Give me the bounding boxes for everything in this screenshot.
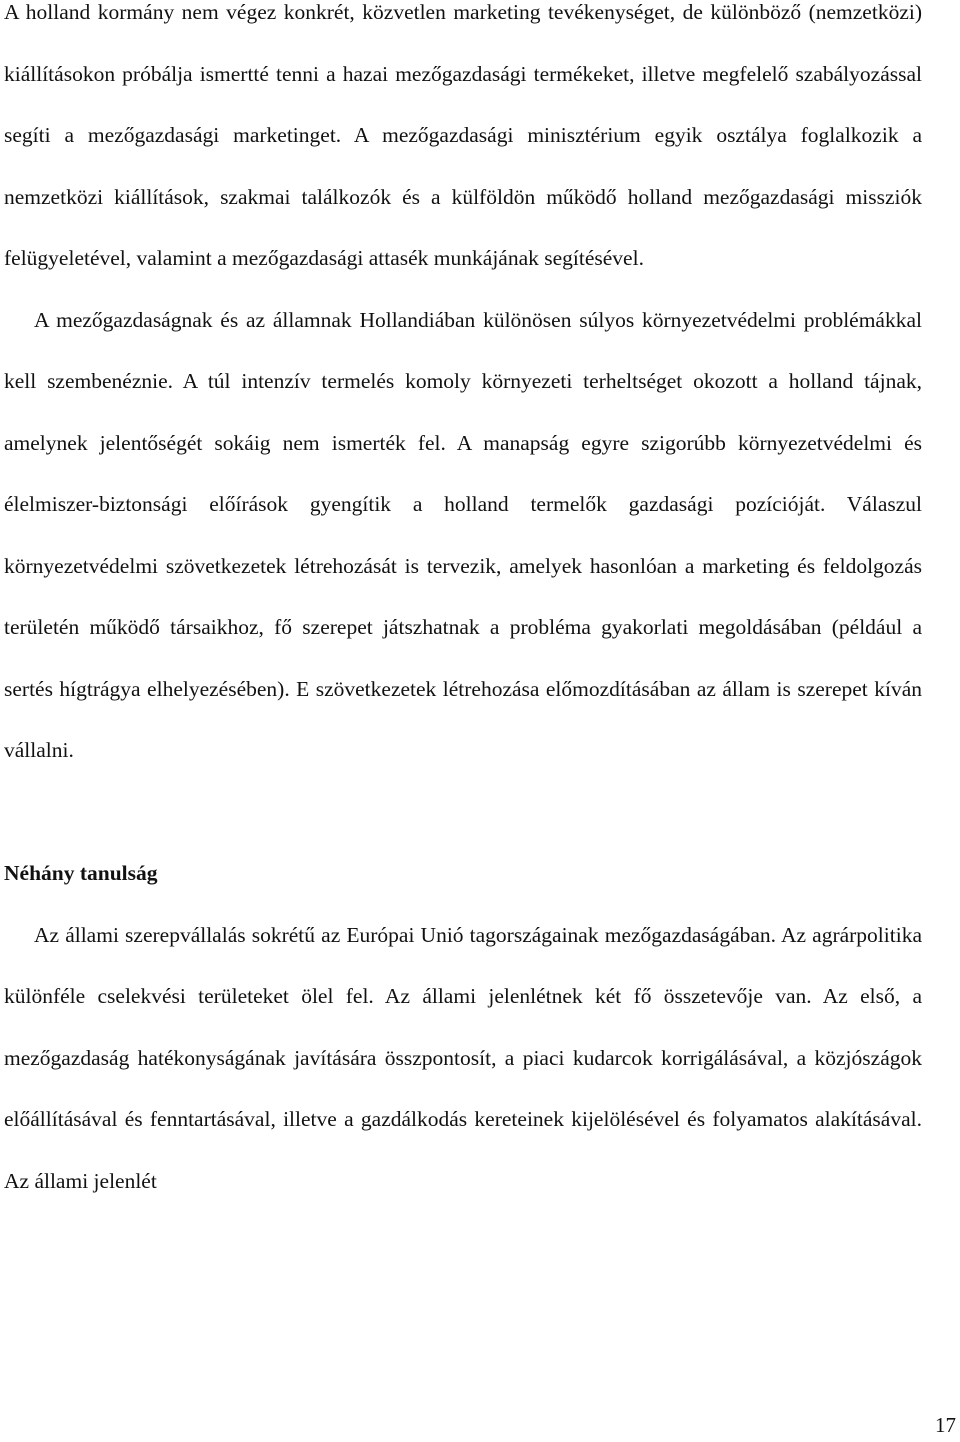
body-paragraph-1: A holland kormány nem végez konkrét, közvetlen marketing tevékenységet, de különböző (nemzetközi) kiállításokon próbálja ismertté tenni a hazai mezőgazdasági termékeket, illetve megfelelő szabályozással segíti a mezőgazdasági marketinget. A mezőgazdasági minisztérium egyik osztálya foglalkozik a nemzetközi kiállítások, szakmai találkozók és a külföldön működő holland mezőgazdasági missziók felügyeletével, valamint a mezőgazdasági attasék munkájának segítésével. bbox=[4, 0, 922, 270]
section-paragraph: Az állami szerepvállalás sokrétű az Európai Unió tagországainak mezőgazdaságában. Az agrárpolitika különféle cselekvési területeket ölel fel. Az állami jelenlétnek két fő összetevője van. Az első, a mezőgazdaság hatékonyságának javítására összpontosít, a piaci kudarcok korrigálásával, a közjószágok előállításával és fenntartásával, illetve a gazdálkodás kereteinek kijelölésével és folyamatos alakításával. Az állami jelenlét bbox=[4, 922, 922, 1193]
section-heading: Néhány tanulság bbox=[4, 861, 158, 885]
document-page bbox=[4, 0, 922, 1212]
body-paragraph-2: A mezőgazdaságnak és az államnak Hollandiában különösen súlyos környezetvédelmi problémákkal kell szembenéznie. A túl intenzív termelés komoly környezeti terheltséget okozott a holland tájnak, amelynek jelentőségét sokáig nem ismerték fel. A manapság egyre szigorúbb környezetvédelmi és élelmiszer-biztonsági előírások gyengítik a holland termelők gazdasági pozícióját. Válaszul környezetvédelmi szövetkezetek létrehozását is tervezik, amelyek hasonlóan a marketing és feldolgozás területén működő társaikhoz, fő szerepet játszhatnak a probléma gyakorlati megoldásában (például a sertés hígtrágya elhelyezésében). E szövetkezetek létrehozása előmozdításában az állam is szerepet kíván vállalni. bbox=[4, 307, 922, 762]
paragraph-spacer bbox=[4, 782, 922, 844]
page-number: 17 bbox=[935, 1413, 956, 1437]
